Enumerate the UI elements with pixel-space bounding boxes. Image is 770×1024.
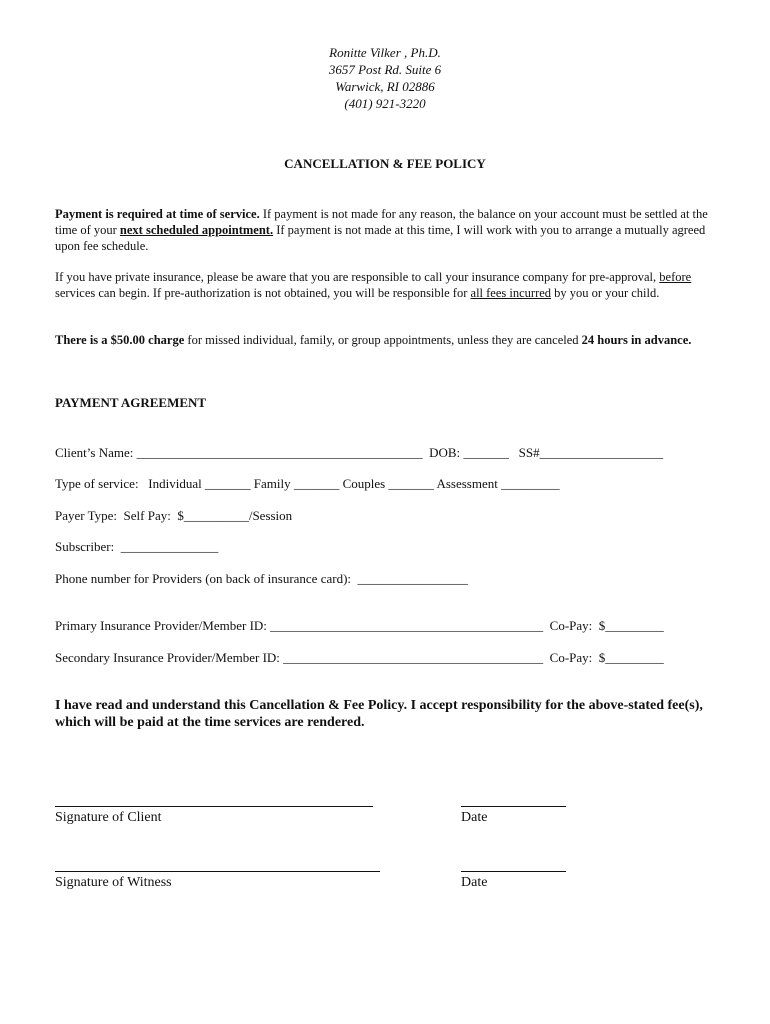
charge-bold-1: There is a $50.00 charge bbox=[55, 333, 185, 347]
payer-type-row[interactable]: Payer Type: Self Pay: $__________/Session bbox=[55, 508, 293, 523]
payment-text-1: If payment is not made for any reason, the balance on your account must be settled at the time of your bbox=[55, 207, 708, 237]
witness-signature-label: Signature of Witness bbox=[55, 875, 172, 890]
charge-text-1: for missed individual, family, or group appointments, unless they are canceled bbox=[184, 333, 582, 347]
provider-phone-row[interactable]: Phone number for Providers (on back of insurance card): _________________ bbox=[55, 571, 469, 586]
payment-text-2: If payment is not made at this time, I will work with you to arrange a mutually agreed upon fee schedule. bbox=[55, 223, 706, 253]
client-date-line[interactable] bbox=[461, 806, 566, 807]
letterhead bbox=[0, 44, 770, 112]
insurance-paragraph bbox=[55, 269, 715, 301]
witness-signature-line[interactable] bbox=[55, 871, 380, 872]
letterhead-phone: (401) 921-3220 bbox=[344, 96, 426, 111]
acknowledgement-statement: I have read and understand this Cancellation & Fee Policy. I accept responsibility for the above-stated fee(s), which will be paid at the time services are rendered. bbox=[55, 698, 703, 730]
insurance-before: before bbox=[659, 270, 692, 284]
payment-agreement-heading: PAYMENT AGREEMENT bbox=[55, 395, 207, 410]
subscriber-row[interactable]: Subscriber: _______________ bbox=[55, 539, 219, 554]
payment-paragraph bbox=[55, 206, 715, 254]
charge-bold-2: 24 hours in advance. bbox=[581, 333, 692, 347]
client-signature-label: Signature of Client bbox=[55, 810, 162, 825]
type-of-service-row[interactable]: Type of service: Individual _______ Family _______ Couples _______ Assessment _________ bbox=[55, 476, 560, 491]
insurance-all-fees: all fees incurred bbox=[470, 286, 552, 300]
client-signature-line[interactable] bbox=[55, 806, 373, 807]
client-date-label: Date bbox=[461, 810, 488, 825]
charge-paragraph bbox=[55, 332, 715, 348]
letterhead-address-line-2: Warwick, RI 02886 bbox=[335, 79, 435, 94]
witness-date-label: Date bbox=[461, 875, 488, 890]
secondary-insurance-row[interactable]: Secondary Insurance Provider/Member ID: ________________________________________ Co-Pay: $_________ bbox=[55, 650, 664, 665]
client-info-row[interactable]: Client’s Name: ____________________________________________ DOB: _______ SS#___________________ bbox=[55, 445, 664, 460]
insurance-text-1: If you have private insurance, please be aware that you are responsible to call your insurance company for pre-approval, bbox=[55, 270, 660, 284]
primary-insurance-row[interactable]: Primary Insurance Provider/Member ID: __________________________________________ Co-Pay: $_________ bbox=[55, 618, 664, 633]
witness-date-line[interactable] bbox=[461, 871, 566, 872]
document-title: CANCELLATION & FEE POLICY bbox=[284, 156, 486, 171]
letterhead-name: Ronitte Vilker , Ph.D. bbox=[329, 45, 441, 60]
payment-next-appointment: next scheduled appointment. bbox=[119, 223, 274, 237]
insurance-text-2: services can begin. If pre-authorization is not obtained, you will be responsible for bbox=[55, 286, 471, 300]
letterhead-address-line-1: 3657 Post Rd. Suite 6 bbox=[328, 62, 442, 77]
payment-bold-lead: Payment is required at time of service. bbox=[55, 207, 260, 221]
insurance-text-3: by you or your child. bbox=[551, 286, 660, 300]
